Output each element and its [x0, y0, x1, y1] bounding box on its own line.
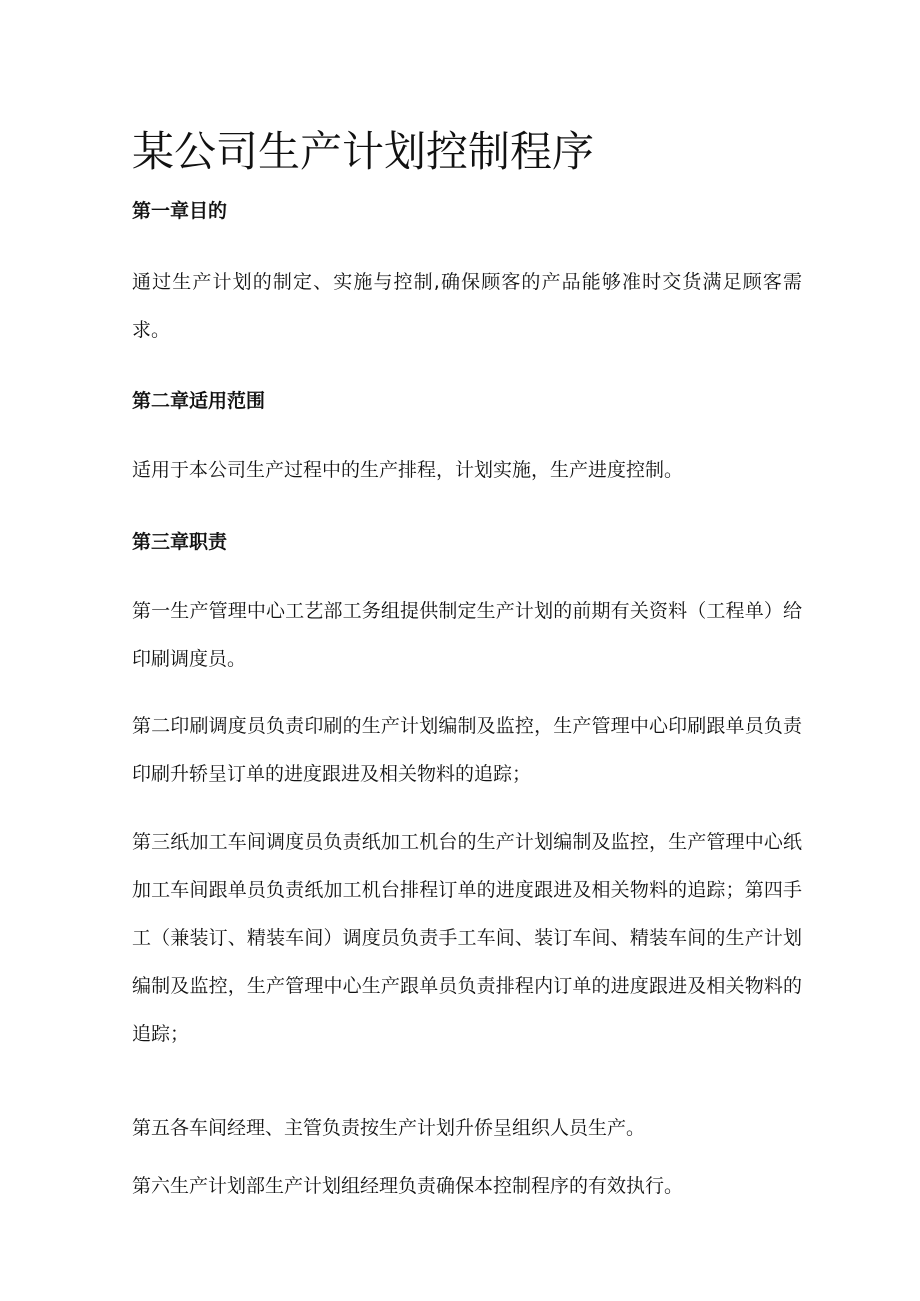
section-heading-purpose: 第一章目的 [132, 200, 228, 222]
document-title: 某公司生产计划控制程序 [132, 127, 595, 176]
paragraph-responsibility-1: 第一生产管理中心工艺部工务组提供制定生产计划的前期有关资料（工程单）给印刷调度员。 [132, 600, 802, 670]
paragraph-responsibility-3-4: 第三纸加工车间调度员负责纸加工机台的生产计划编制及监控，生产管理中心纸加工车间跟单员负责纸加工机台排程订单的进度跟进及相关物料的追踪；第四手工（兼装订、精装车间）调度员负责手工车间、装订车间、精装车间的生产计划编制及监控，生产管理中心生产跟单员负责排程内订单的进度跟进及相关物料的追踪； [132, 831, 802, 1045]
paragraph-responsibility-6: 第六生产计划部生产计划组经理负责确保本控制程序的有效执行。 [132, 1175, 684, 1197]
paragraph-scope: 适用于本公司生产过程中的生产排程，计划实施，生产进度控制。 [132, 459, 684, 481]
section-heading-scope: 第二章适用范围 [132, 390, 266, 412]
paragraph-responsibility-5: 第五各车间经理、主管负责按生产计划升侨呈组织人员生产。 [132, 1117, 646, 1139]
paragraph-purpose: 通过生产计划的制定、实施与控制,确保顾客的产品能够准时交货满足顾客需求。 [132, 271, 802, 341]
section-heading-responsibilities: 第三章职责 [132, 531, 228, 553]
paragraph-responsibility-2: 第二印刷调度员负责印刷的生产计划编制及监控，生产管理中心印刷跟单员负责印刷升轿呈订单的进度跟进及相关物料的追踪； [132, 715, 802, 785]
